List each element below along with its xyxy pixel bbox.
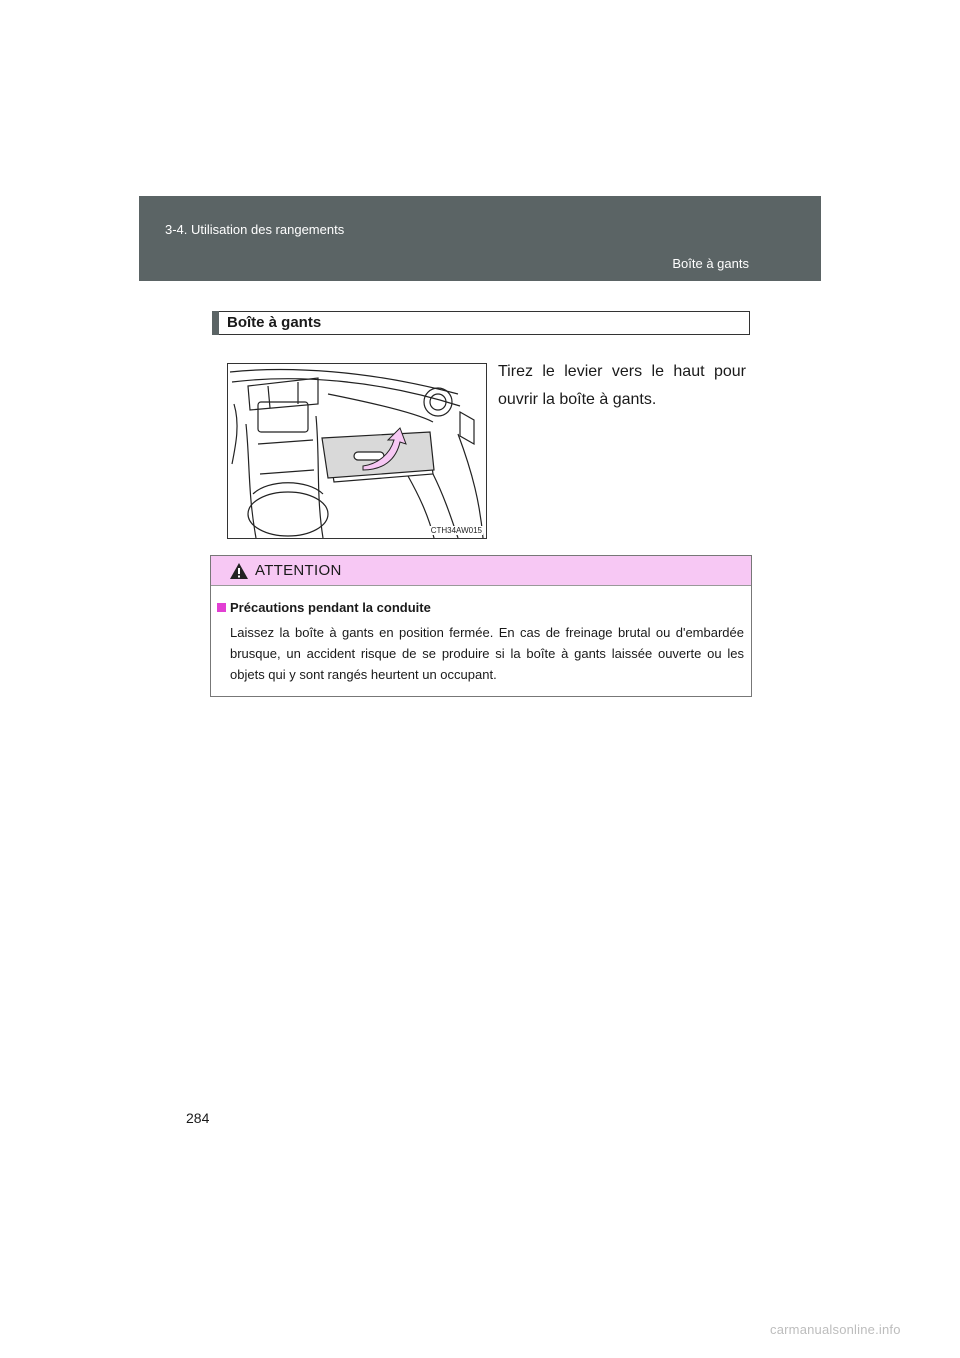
bullet-square-icon — [217, 603, 226, 612]
page-number: 284 — [186, 1110, 210, 1126]
warning-title: ATTENTION — [255, 562, 342, 579]
figure-code: CTH34AW015 — [430, 526, 482, 535]
warning-subheading — [217, 600, 431, 615]
chapter-header — [139, 196, 821, 281]
section-running-title: Boîte à gants — [672, 256, 749, 271]
warning-box — [210, 555, 752, 697]
watermark: carmanualsonline.info — [770, 1322, 901, 1337]
section-title-bar — [212, 311, 750, 335]
title-accent — [212, 311, 219, 335]
warning-triangle-icon — [229, 562, 249, 580]
chapter-title: 3-4. Utilisation des rangements — [165, 222, 345, 237]
dashboard-drawing — [228, 364, 486, 538]
warning-body: Laissez la boîte à gants en position fermée. En cas de freinage brutal ou d'embardée brusque, un accident risque de se produire si la boîte à gants laissée ouverte ou les objets qui y sont rangés heurtent un occupant. — [230, 625, 744, 682]
instruction-text: Tirez le levier vers le haut pour ouvrir la boîte à gants. — [498, 363, 746, 408]
section-title: Boîte à gants — [227, 314, 322, 331]
warning-header — [211, 556, 751, 586]
glove-box-illustration — [227, 363, 487, 539]
warning-subheading-text: Précautions pendant la conduite — [230, 600, 431, 615]
